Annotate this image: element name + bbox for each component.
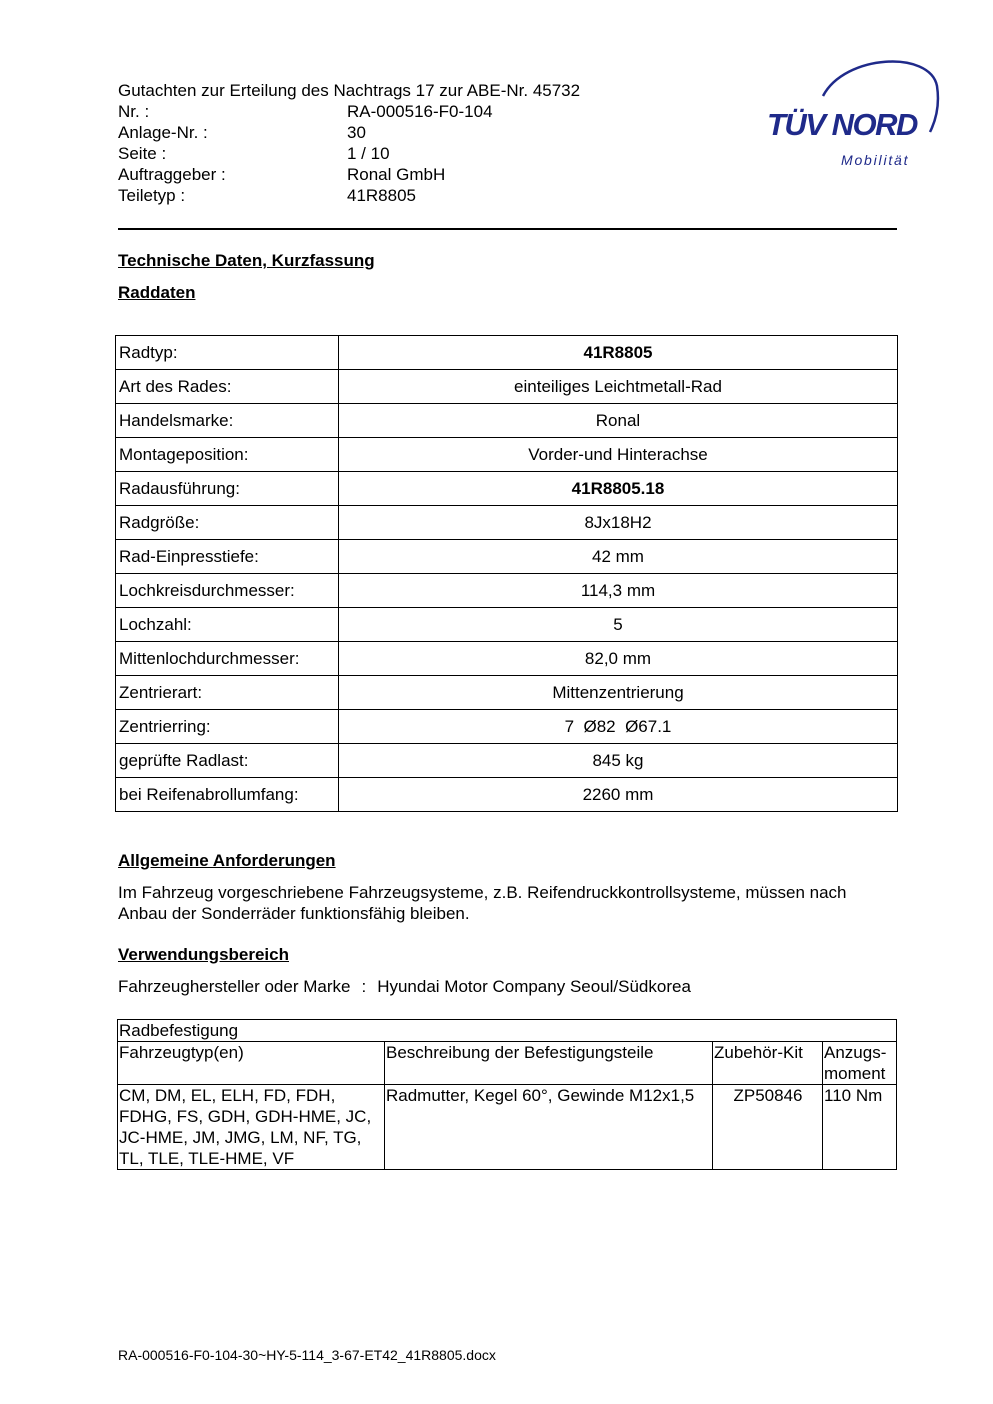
document-header <box>118 80 580 206</box>
radbefestigung-title: Radbefestigung <box>118 1020 897 1042</box>
table-row: Zentrierart: Mittenzentrierung <box>116 676 898 710</box>
hersteller-label: Fahrzeughersteller oder Marke <box>118 977 351 996</box>
logo-brand-text: TÜV NORD <box>767 107 917 142</box>
table-row: Radtyp: 41R8805 <box>116 336 898 370</box>
table-row: bei Reifenabrollumfang: 2260 mm <box>116 778 898 812</box>
header-field-teiletyp: Teiletyp : 41R8805 <box>118 186 417 205</box>
col-header-beschreibung: Beschreibung der Befestigungsteile <box>385 1042 713 1085</box>
hersteller-separator: : <box>361 977 367 996</box>
table-row: Lochzahl: 5 <box>116 608 898 642</box>
cell-beschreibung: Radmutter, Kegel 60°, Gewinde M12x1,5 <box>385 1085 713 1170</box>
heading-verwendungsbereich: Verwendungsbereich <box>118 945 289 964</box>
table-row: Lochkreisdurchmesser: 114,3 mm <box>116 574 898 608</box>
table-row: Handelsmarke: Ronal <box>116 404 898 438</box>
table-row <box>118 1042 897 1085</box>
table-row: Zentrierring: 7 Ø82 Ø67.1 <box>116 710 898 744</box>
header-divider <box>118 228 897 230</box>
logo-sub-text: Mobilität <box>841 152 910 168</box>
cell-anzugsmoment: 110 Nm <box>823 1085 897 1170</box>
col-header-zubehoer: Zubehör-Kit <box>713 1042 823 1085</box>
hersteller-value: Hyundai Motor Company Seoul/Südkorea <box>377 977 691 996</box>
raddaten-table <box>115 335 898 812</box>
table-row: Art des Rades: einteiliges Leichtmetall-Rad <box>116 370 898 404</box>
heading-technische-daten: Technische Daten, Kurzfassung <box>118 251 375 270</box>
table-row: Radgröße: 8Jx18H2 <box>116 506 898 540</box>
tuev-nord-logo <box>765 56 945 171</box>
header-field-seite: Seite : 1 / 10 <box>118 144 390 163</box>
cell-fahrzeugtypen: CM, DM, EL, ELH, FD, FDH, FDHG, FS, GDH, GDH-HME, JC, JC-HME, JM, JMG, LM, NF, TG, TL, TLE, TLE-HME, VF <box>118 1085 385 1170</box>
allgemeine-text: Im Fahrzeug vorgeschriebene Fahrzeugsysteme, z.B. Reifendruckkontrollsysteme, müssen nach Anbau der Sonderräder funktionsfähig bleiben. <box>118 883 847 923</box>
table-row <box>118 1085 897 1170</box>
table-row: Mittenlochdurchmesser: 82,0 mm <box>116 642 898 676</box>
radbefestigung-table <box>117 1019 897 1170</box>
table-row: Rad-Einpresstiefe: 42 mm <box>116 540 898 574</box>
fahrzeughersteller-line <box>118 977 691 997</box>
header-field-anlage: Anlage-Nr. : 30 <box>118 123 366 142</box>
footer-filename: RA-000516-F0-104-30~HY-5-114_3-67-ET42_41R8805.docx <box>118 1347 496 1363</box>
table-row: geprüfte Radlast: 845 kg <box>116 744 898 778</box>
col-header-fahrzeugtyp: Fahrzeugtyp(en) <box>118 1042 385 1085</box>
col-header-anzugsmoment: Anzugs- moment <box>823 1042 897 1085</box>
header-title: Gutachten zur Erteilung des Nachtrags 17 zur ABE-Nr. 45732 <box>118 81 581 100</box>
cell-zubehoer-kit: ZP50846 <box>713 1085 823 1170</box>
heading-allgemeine: Allgemeine Anforderungen <box>118 851 336 870</box>
table-row: Radausführung: 41R8805.18 <box>116 472 898 506</box>
heading-raddaten: Raddaten <box>118 283 196 302</box>
table-row: Montageposition: Vorder-und Hinterachse <box>116 438 898 472</box>
header-field-nr: Nr. : RA-000516-F0-104 <box>118 102 493 121</box>
header-field-auftraggeber: Auftraggeber : Ronal GmbH <box>118 165 446 184</box>
table-row <box>118 1020 897 1042</box>
